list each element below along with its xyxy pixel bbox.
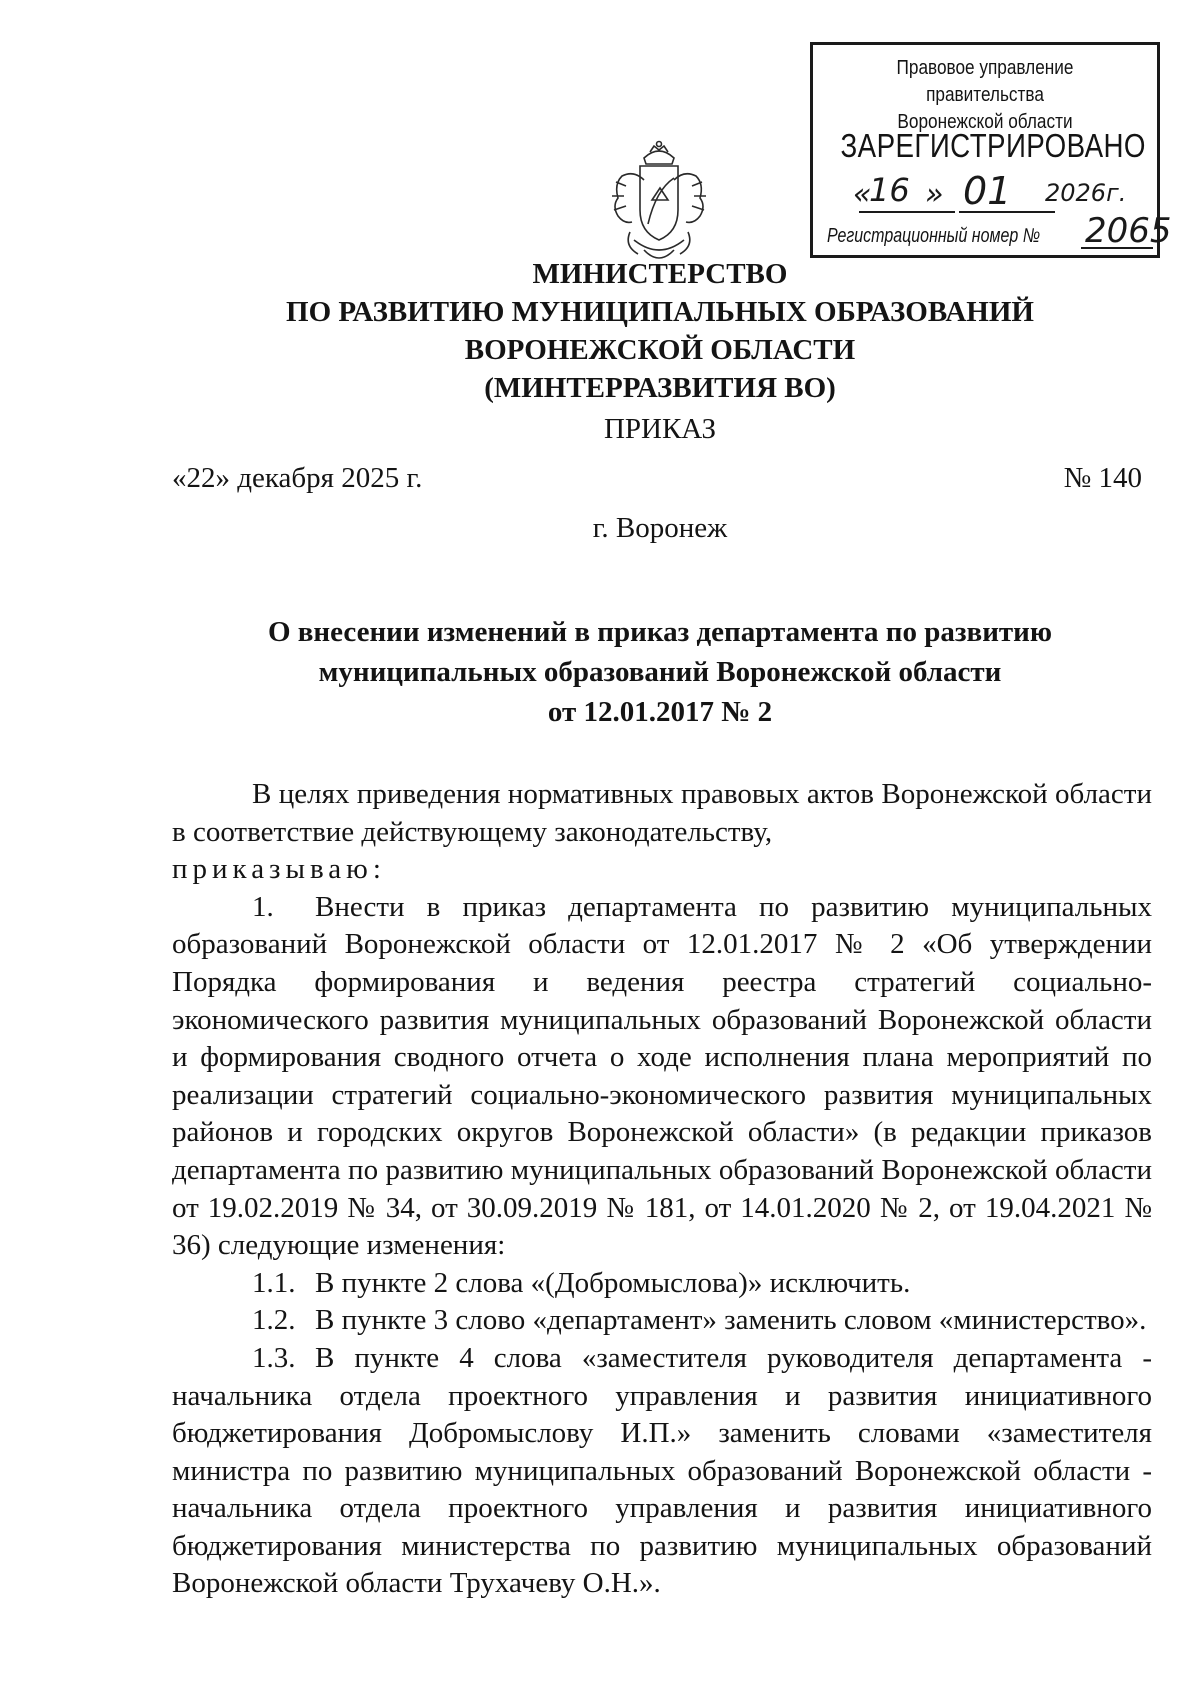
title-line1: О внесении изменений в приказ департамента по развитию — [267, 616, 1053, 648]
stamp-date-close-quote: » — [925, 177, 944, 212]
item-text: В пункте 2 слова «(Добромыслова)» исключить. — [315, 1266, 911, 1299]
ministry-line1: МИНИСТЕРСТВО — [532, 258, 788, 290]
item-text: В пункте 4 слова «заместителя руководителя департамента - начальника отдела проектного управления и развития инициативного бюджетирования Добромыслову И.П.» заменить словами «заместителя министра по развитию муниципальных образований Воронежской области - начальника отдела проектного управления и развития инициативного бюджетирования министерства по развитию муниципальных образований Воронежской области Трухачеву О.Н.». — [172, 1341, 1152, 1600]
ministry-line4: (МИНТЕРРАЗВИТИЯ ВО) — [484, 372, 836, 404]
stamp-date-day: 16 — [869, 171, 910, 209]
stamp-date-month: 01 — [963, 169, 1012, 213]
item-number: 1.3. — [252, 1341, 296, 1374]
list-item — [172, 889, 1152, 1265]
ministry-header — [160, 255, 1160, 407]
document-date: «22» декабря 2025 г. — [172, 462, 423, 494]
stamp-reg-number-label: Регистрационный номер № — [827, 225, 1041, 247]
list-item — [172, 1340, 1152, 1603]
ministry-line2: ПО РАЗВИТИЮ МУНИЦИПАЛЬНЫХ ОБРАЗОВАНИЙ — [286, 296, 1034, 328]
stamp-date-line — [959, 211, 1055, 213]
list-item — [172, 1265, 1152, 1303]
stamp-organization — [837, 55, 1133, 136]
stamp-reg-number: 2065 — [1085, 211, 1172, 251]
document-body — [172, 776, 1152, 1603]
stamp-date-year: 2026г. — [1045, 179, 1127, 207]
item-number: 1. — [252, 890, 274, 923]
item-number: 1.2. — [252, 1304, 296, 1337]
preamble: В целях приведения нормативных правовых актов Воронежской области в соответствие действующему законодательству, — [172, 778, 1152, 848]
document-city: г. Воронеж — [592, 512, 728, 544]
registration-stamp — [810, 42, 1172, 258]
title-line3: от 12.01.2017 № 2 — [547, 696, 773, 728]
stamp-number-line — [1081, 247, 1153, 249]
stamp-org-line1: Правовое управление правительства — [896, 57, 1074, 106]
document-number: № 140 — [1063, 462, 1142, 494]
stamp-registered: ЗАРЕГИСТРИРОВАНО — [840, 127, 1146, 164]
item-number: 1.1. — [252, 1266, 296, 1299]
order-verb: приказываю: — [172, 853, 386, 886]
coat-of-arms-icon — [604, 140, 714, 270]
stamp-date-open-quote: « — [853, 177, 872, 212]
item-text: Внести в приказ департамента по развитию муниципальных образований Воронежской области от 12.01.2017 № 2 «Об утверждении Порядка формирования и ведения реестра стратегий социально-экономического развития муниципальных образований Воронежской области и формирования сводного отчета о ходе исполнения плана мероприятий по реализации стратегий социально-экономического развития муниципальных районов и городских округов Воронежской области» (в редакции приказов департамента по развитию муниципальных образований Воронежской области от 19.02.2019 № 34, от 30.09.2019 № 181, от 14.01.2020 № 2, от 19.04.2021 № 36) следующие изменения: — [172, 890, 1152, 1262]
document-title — [160, 612, 1160, 732]
ministry-line3: ВОРОНЕЖСКОЙ ОБЛАСТИ — [464, 334, 856, 366]
list-item — [172, 1302, 1152, 1340]
stamp-org-line2: Воронежской области — [897, 111, 1073, 133]
document-type: ПРИКАЗ — [603, 413, 717, 445]
title-line2: муниципальных образований Воронежской области — [318, 656, 1002, 688]
stamp-date-line — [859, 211, 955, 213]
item-text: В пункте 3 слово «департамент» заменить словом «министерство». — [315, 1304, 1147, 1337]
